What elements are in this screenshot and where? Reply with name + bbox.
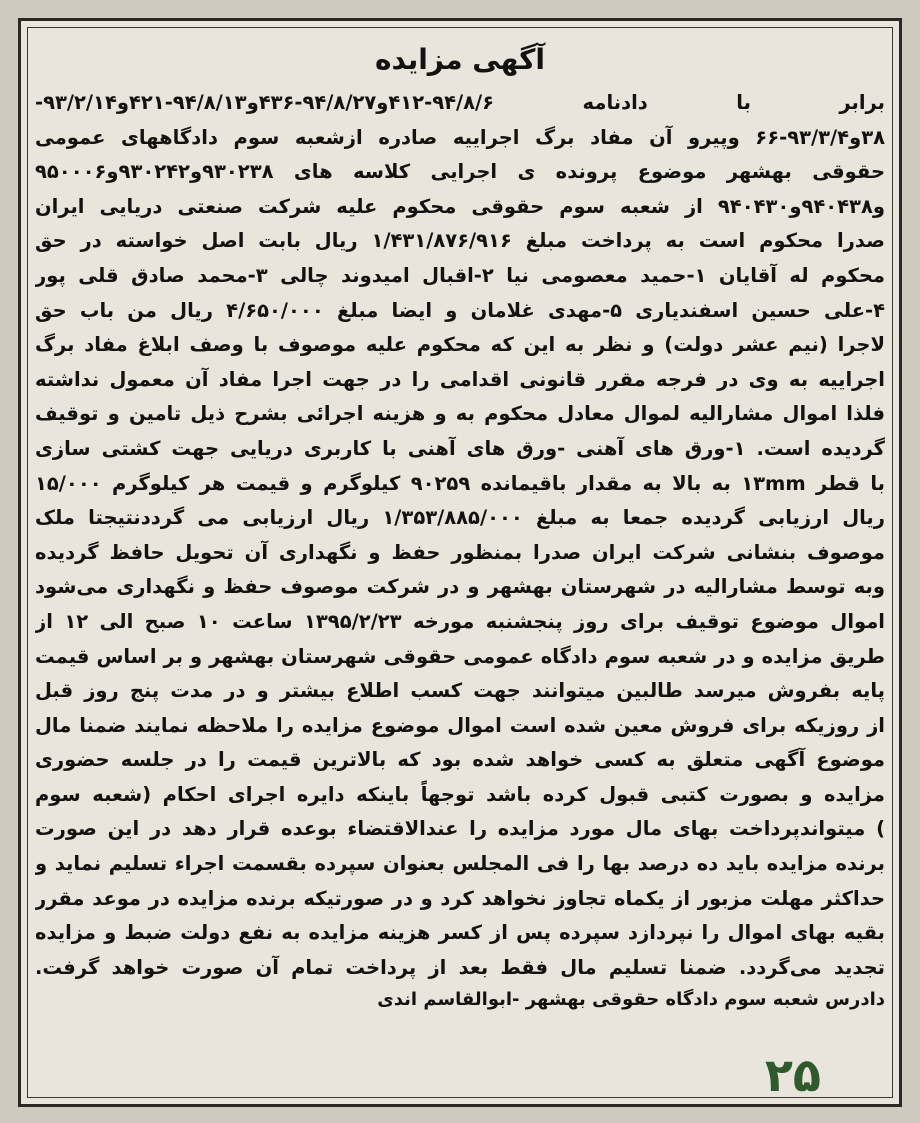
body-line: فلذا اموال مشارالیه لموال معادل محکوم به و هزینه اجرائی بشرح ذیل تامین و توقیف	[35, 402, 885, 426]
notice-sheet	[18, 18, 902, 1107]
body-line: حقوقی بهشهر موضوع پرونده ی اجرایی کلاسه های ۹۳۰۲۳۸و۹۳۰۲۴۲و۹۵۰۰۰۶	[35, 160, 885, 184]
body-line: وبه توسط مشارالیه در شهرستان بهشهر و در شرکت موصوف حفظ و نگهداری می‌شود	[35, 575, 885, 599]
notice-title: آگهی مزایده	[374, 43, 545, 76]
body-line: اجراییه به وی در فرجه مقرر قانونی اقدامی را در جهت اجرا مفاد آن معمول نداشته	[35, 367, 885, 391]
body-line: از روزیکه برای فروش معین شده است اموال موضوع مزایده را ملاحظه نمایند ضمنا مال	[35, 713, 885, 737]
body-line: مزایده و بصورت کتبی قبول کرده باشد توجهاً باینکه دایره اجرای احکام (شعبه سوم	[35, 782, 885, 806]
body-line: موصوف بنشانی شرکت ایران صدرا بمنظور حفظ و نگهداری آن تحویل حافظ گردیده	[35, 540, 885, 564]
body-line: گردیده است. ۱-ورق های آهنی -ورق های آهنی با کاربری دریایی جهت کشتی سازی	[35, 436, 885, 460]
body-line: ) میتواندپرداخت بهای مال مورد مزایده را عندالاقتضاء بوعده قرار دهد در این صورت	[35, 817, 885, 841]
signature-line: دادرس شعبه سوم دادگاه حقوقی بهشهر -ابوالقاسم اندی	[377, 989, 885, 1011]
body-line: پایه بفروش میرسد طالبین میتوانند جهت کسب اطلاع بیشتر و در مدت پنج روز قبل	[35, 679, 885, 703]
body-line: و۹۴۰۴۳۸و۹۴۰۴۳۰ از شعبه سوم حقوقی محکوم علیه شرکت صنعتی دریایی ایران	[35, 194, 885, 218]
body-line: برنده مزایده باید ده درصد بها را فی المجلس بعنوان سپرده بقسمت اجراء تسلیم نماید و	[35, 852, 885, 876]
body-line: طریق مزایده و در شعبه سوم دادگاه عمومی حقوقی شهرستان بهشهر و بر اساس قیمت	[35, 644, 885, 668]
body-line: ریال ارزیابی گردیده جمعا به مبلغ ۱/۳۵۳/۸۸۵/۰۰۰ ریال ارزیابی می گرددنتیجتا ملک	[35, 506, 885, 530]
notice-content	[35, 43, 885, 1092]
body-line: برابر با دادنامه ۹۴/۸/۶-۴۱۲و۹۴/۸/۲۷-۴۳۶و۹۴/۸/۱۳-۴۲۱و۹۳/۲/۱۴-	[35, 91, 885, 114]
body-line: ۴-علی حسین اسفندیاری ۵-مهدی غلامان و ایضا مبلغ ۴/۶۵۰/۰۰۰ ریال من باب حق	[35, 298, 885, 322]
body-line: ۳۸و۹۳/۳/۴-۶۶ وپیرو آن مفاد برگ اجراییه صادره ازشعبه سوم دادگاههای عمومی	[35, 125, 885, 149]
body-line: محکوم له آقایان ۱-حمید معصومی نیا ۲-اقبال امیدوند چالی ۳-محمد صادق قلی پور	[35, 263, 885, 287]
body-line: با قطر ۱۳mm به بالا به مقدار باقیمانده ۹۰۲۵۹ کیلوگرم و قیمت هر کیلوگرم ۱۵/۰۰۰	[35, 471, 885, 495]
body-line: لاجرا (نیم عشر دولت) و نظر به این که محکوم علیه موصوف با وصف ابلاغ مفاد برگ	[35, 333, 885, 357]
notice-body	[35, 86, 885, 985]
page-number-stamp: ۲۵	[764, 1048, 821, 1102]
body-line: تجدید می‌گردد. ضمنا تسلیم مال فقط بعد از پرداخت تمام آن صورت خواهد گرفت.	[35, 955, 885, 979]
body-line: اموال موضوع توقیف برای روز پنجشنبه مورخه ۱۳۹۵/۲/۲۳ ساعت ۱۰ صبح الی ۱۲ از	[35, 609, 885, 633]
body-line: موضوع آگهی متعلق به کسی خواهد شده بود که بالاترین قیمت را در جلسه حضوری	[35, 748, 885, 772]
body-line: حداکثر مهلت مزبور از یکماه تجاوز نخواهد کرد و در صورتیکه برنده مزایده در موعد مقرر	[35, 886, 885, 910]
body-line: صدرا محکوم است به پرداخت مبلغ ۱/۴۳۱/۸۷۶/۹۱۶ ریال بابت اصل خواسته در حق	[35, 229, 885, 253]
body-line: بقیه بهای اموال را نپردازد سپرده پس از کسر هزینه مزایده به نفع دولت ضبط و مزایده	[35, 921, 885, 945]
